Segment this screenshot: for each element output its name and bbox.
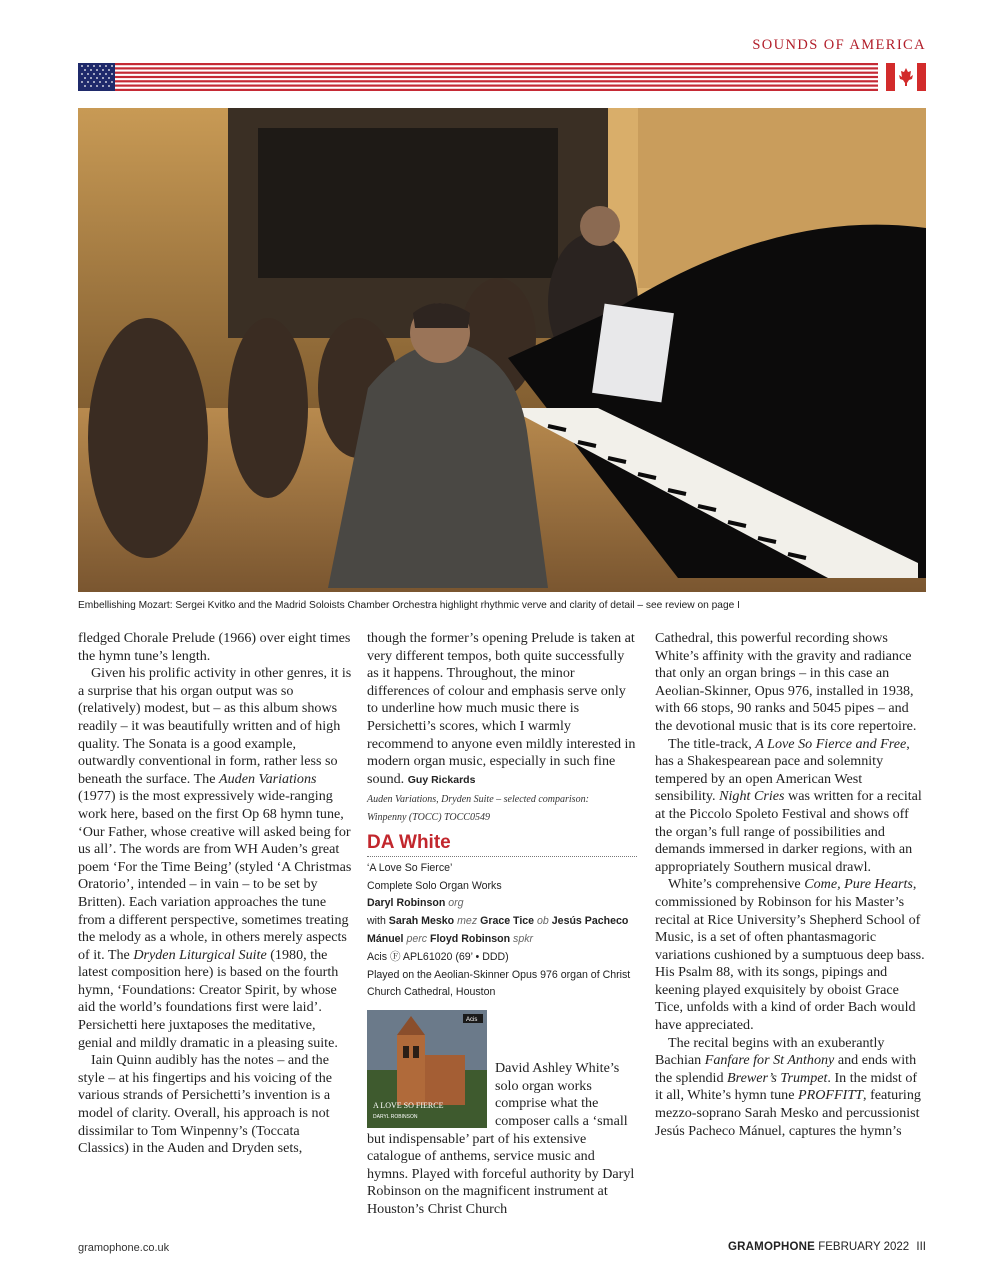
review-heading: DA White xyxy=(367,832,637,857)
us-canada-flag-banner xyxy=(78,63,926,91)
catalogue-number: Acis Ⓕ APL61020 (69’ • DDD) xyxy=(367,950,509,963)
album-cover-image xyxy=(367,1010,487,1128)
section-title: SOUNDS OF AMERICA xyxy=(752,37,926,53)
magazine-name: GRAMOPHONE xyxy=(728,1241,816,1253)
cover-artist: DARYL ROBINSON xyxy=(373,1114,418,1121)
column-2 xyxy=(367,630,637,1218)
paragraph: The recital begins with an exuberantly Bachian Fanfare for St Anthony and ends with the splendid Brewer’s Trumpet. In the midst of it all, White’s hymn tune PROFFITT, featuring mezzo-soprano Sarah Mesko and percussionist Jesús Pacheco Mánuel, captures the hymn’s xyxy=(655,1034,921,1139)
us-canton-icon xyxy=(78,63,115,91)
canada-flag-icon xyxy=(886,63,926,91)
cover-logo: Acis xyxy=(466,1017,478,1024)
issue-date: FEBRUARY 2022 xyxy=(818,1241,910,1253)
footer-website: gramophone.co.uk xyxy=(78,1242,170,1254)
reviewer-name: Guy Rickards xyxy=(407,773,476,786)
photo-caption: Embellishing Mozart: Sergei Kvitko and the Madrid Soloists Chamber Orchestra highlight rhythmic verve and clarity of detail – see review on page I xyxy=(78,600,740,611)
album-info: ‘A Love So Fierce’ Complete Solo Organ Works Daryl Robinson org with Sarah Mesko mez Grace Tice ob Jesús Pacheco Mánuel perc Floyd Robinson spkr Acis Ⓕ APL61020 (69’ • DDD) Played on the Aeolian-Skinner Opus 976 organ of Christ Church Cathedral, Houston xyxy=(367,860,637,1002)
paragraph: The title-track, A Love So Fierce and Free, has a Shakespearean pace and solemnity tempered by an open American West sensibility. Night Cries was written for a recital at the Piccolo Spoleto Festival and shows off the organ’s full range of possibilities and demands immersed in darker regions, with an appropriately Southern musical drawl. xyxy=(655,735,922,875)
paragraph: Cathedral, this powerful recording shows White’s affinity with the gravity and radiance that only an organ brings – in this case an Aeolian-Skinner, Opus 976, installed in 1938, with 66 stops, 90 ranks and 5045 pipes – and the devotional music that is its core repertoire. xyxy=(655,630,917,734)
cover-title: A LOVE SO FIERCE xyxy=(373,1101,444,1111)
page-number: III xyxy=(916,1241,926,1253)
comparison-note: Auden Variations, Dryden Suite – selected comparison: Winpenny (TOCC) TOCC0549 xyxy=(367,794,589,823)
paragraph: fledged Chorale Prelude (1966) over eight times the hymn tune’s length. xyxy=(78,630,351,664)
paragraph: White’s comprehensive Come, Pure Hearts, commissioned by Robinson for his Master’s recital at Rice University’s Shepherd School of Music, is a set of often phantasmagoric variations cushioned by a sumptuous deep bass. His Psalm 88, with its songs, pipings and keening played exquisitely by oboist Grace Tice, unfolds with a kind of order Bach would have appreciated. xyxy=(655,876,925,1034)
footer-issue xyxy=(728,1241,926,1253)
column-1 xyxy=(78,630,352,1158)
column-3 xyxy=(655,630,926,1140)
orchestra-rehearsal-photo xyxy=(78,108,926,592)
paragraph: Iain Quinn audibly has the notes – and the style – at his fingertips and his voicing of the various strands of Persichetti’s invention is a model of clarity. Overall, his approach is not dissimilar to Tom Winpenny’s (Toccata Classics) in the Auden and Dryden sets, xyxy=(78,1052,333,1157)
paragraph: Acis A LOVE SO FIERCE DARYL ROBINSON David Ashley White’s solo organ works comprise what the composer calls a ‘small but indispensable’ part of his extensive catalogue of anthems, service music and hymns. Played with forceful authority by Daryl Robinson on the magnificent instrument at Houston’s Christ Church xyxy=(367,1006,637,1218)
paragraph: Given his prolific activity in other genres, it is a surprise that his organ output was so (relatively) modest, but – as this album shows readily – it was beautifully written and of high quality. The Sonata is a good example, outwardly conventional in form, rather less so beneath the surface. The Auden Variations (1977) is the most expressively wide-ranging work here, based on the first Op 68 hymn tune, ‘Our Father, whose creative will asked being for us all’. The words are from WH Auden’s great poem ‘For the Time Being’ (styled ‘A Christmas Oratorio’, intended – in vain – to be set by Britten). Each variation approaches the tune from a different perspective, sometimes treating the melody as a whole, in others merely aspects of it. The Dryden Liturgical Suite (1980, the latest composition here) is based on the fourth hymn, ‘Foundations: Creator Spirit, by whose aid the world’s foundations first were laid’. Persichetti here juxtaposes the meditative, genial and mildly dramatic in a pleasing suite. xyxy=(78,665,352,1051)
paragraph: though the former’s opening Prelude is taken at very different tempos, both quite successfully as it happens. Throughout, the minor differences of colour and emphasis serve only to underline how much music there is Persichetti’s scores, which I warmly recommend to anyone even mildly interested in modern organ music, especially in such fine sound. Guy Rickards xyxy=(367,630,636,787)
